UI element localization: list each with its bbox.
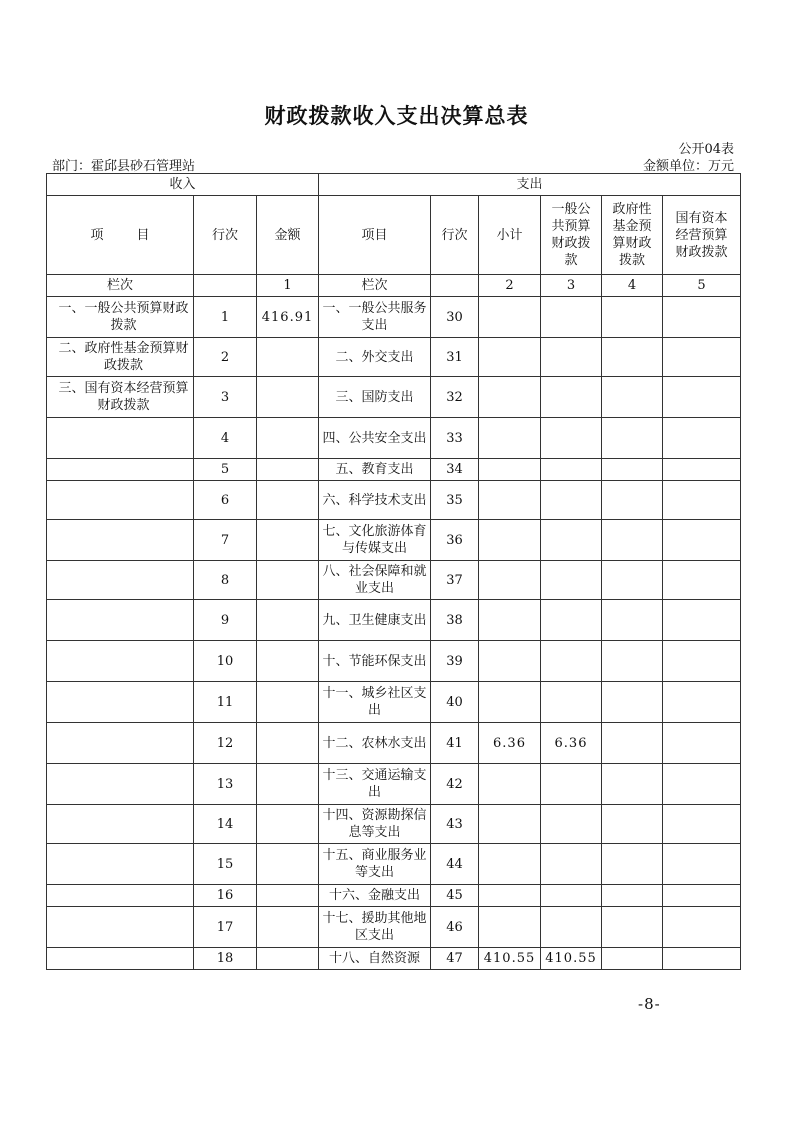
state-capital-cell	[663, 561, 741, 600]
page-number: -8-	[638, 995, 661, 1013]
expense-item-cell: 十五、商业服务业等支出	[319, 844, 431, 885]
income-row-no-cell: 2	[194, 338, 257, 377]
col-index-4: 4	[602, 275, 663, 297]
gov-fund-cell	[602, 377, 663, 418]
table-row	[47, 377, 741, 418]
table-row	[47, 459, 741, 481]
expense-item-cell: 十八、自然资源	[319, 948, 431, 970]
state-capital-cell	[663, 948, 741, 970]
income-amount-cell	[257, 682, 319, 723]
general-budget-cell	[541, 481, 602, 520]
income-amount-cell	[257, 520, 319, 561]
expense-item-cell: 八、社会保障和就业支出	[319, 561, 431, 600]
expense-row-no-cell: 46	[431, 907, 479, 948]
state-capital-cell	[663, 885, 741, 907]
expense-row-no-cell: 34	[431, 459, 479, 481]
general-budget-cell	[541, 600, 602, 641]
subtotal-cell	[479, 338, 541, 377]
income-row-no-cell: 7	[194, 520, 257, 561]
income-item-cell	[47, 764, 194, 805]
income-amount-cell	[257, 641, 319, 682]
income-amount-cell	[257, 481, 319, 520]
income-item-cell	[47, 600, 194, 641]
gov-fund-cell	[602, 805, 663, 844]
general-budget-cell: 410.55	[541, 948, 602, 970]
expense-item-cell: 十六、金融支出	[319, 885, 431, 907]
general-budget-cell	[541, 844, 602, 885]
col-index-label-left: 栏次	[47, 275, 194, 297]
col-index-empty	[431, 275, 479, 297]
income-amount-cell	[257, 948, 319, 970]
income-item-cell	[47, 907, 194, 948]
expense-row-no-cell: 31	[431, 338, 479, 377]
expense-row-no-cell: 35	[431, 481, 479, 520]
subtotal-cell	[479, 561, 541, 600]
gov-fund-cell	[602, 885, 663, 907]
subtotal-cell	[479, 377, 541, 418]
general-budget-cell	[541, 641, 602, 682]
income-item-cell	[47, 682, 194, 723]
state-capital-cell	[663, 844, 741, 885]
income-row-no-cell: 12	[194, 723, 257, 764]
expense-item-cell: 十一、城乡社区支出	[319, 682, 431, 723]
subtotal-cell	[479, 600, 541, 641]
gov-fund-cell	[602, 764, 663, 805]
income-item-cell	[47, 844, 194, 885]
state-capital-cell	[663, 907, 741, 948]
table-row	[47, 600, 741, 641]
table-row	[47, 520, 741, 561]
department-label: 部门：霍邱县砂石管理站	[52, 159, 196, 174]
expense-item-cell: 一、一般公共服务支出	[319, 297, 431, 338]
income-item-cell	[47, 459, 194, 481]
income-amount-cell	[257, 600, 319, 641]
state-capital-cell	[663, 723, 741, 764]
state-capital-cell	[663, 297, 741, 338]
gov-fund-cell	[602, 297, 663, 338]
table-row	[47, 641, 741, 682]
state-capital-cell	[663, 520, 741, 561]
header-item-expense: 项目	[319, 196, 431, 275]
subtotal-cell	[479, 418, 541, 459]
income-amount-cell	[257, 844, 319, 885]
subtotal-cell	[479, 459, 541, 481]
income-amount-cell	[257, 377, 319, 418]
subtotal-cell	[479, 844, 541, 885]
gov-fund-cell	[602, 338, 663, 377]
table-row	[47, 297, 741, 338]
table-row	[47, 723, 741, 764]
col-index-5: 5	[663, 275, 741, 297]
header-row-no-expense: 行次	[431, 196, 479, 275]
col-index-3: 3	[541, 275, 602, 297]
income-amount-cell	[257, 418, 319, 459]
state-capital-cell	[663, 338, 741, 377]
subtotal-cell	[479, 805, 541, 844]
expense-row-no-cell: 38	[431, 600, 479, 641]
income-item-cell: 三、国有资本经营预算财政拨款	[47, 377, 194, 418]
unit-label: 金额单位：万元	[642, 159, 734, 174]
expense-row-no-cell: 44	[431, 844, 479, 885]
expense-row-no-cell: 33	[431, 418, 479, 459]
table-row	[47, 418, 741, 459]
expense-section-header: 支出	[319, 174, 741, 196]
income-row-no-cell: 11	[194, 682, 257, 723]
expense-item-cell: 四、公共安全支出	[319, 418, 431, 459]
header-amount: 金额	[257, 196, 319, 275]
header-subtotal: 小计	[479, 196, 541, 275]
general-budget-cell	[541, 682, 602, 723]
income-item-cell	[47, 520, 194, 561]
subtotal-cell	[479, 885, 541, 907]
state-capital-cell	[663, 805, 741, 844]
expense-item-cell: 十、节能环保支出	[319, 641, 431, 682]
general-budget-cell	[541, 764, 602, 805]
table-row	[47, 948, 741, 970]
table-row	[47, 561, 741, 600]
income-row-no-cell: 5	[194, 459, 257, 481]
gov-fund-cell	[602, 682, 663, 723]
expense-item-cell: 五、教育支出	[319, 459, 431, 481]
table-row	[47, 682, 741, 723]
expense-item-cell: 十二、农林水支出	[319, 723, 431, 764]
income-item-cell	[47, 561, 194, 600]
expense-item-cell: 二、外交支出	[319, 338, 431, 377]
state-capital-cell	[663, 600, 741, 641]
header-item: 项 目	[47, 196, 194, 275]
income-amount-cell	[257, 805, 319, 844]
expense-row-no-cell: 32	[431, 377, 479, 418]
col-index-empty	[194, 275, 257, 297]
table-row	[47, 907, 741, 948]
gov-fund-cell	[602, 561, 663, 600]
general-budget-cell	[541, 377, 602, 418]
income-item-cell	[47, 481, 194, 520]
expense-row-no-cell: 47	[431, 948, 479, 970]
income-row-no-cell: 10	[194, 641, 257, 682]
income-item-cell	[47, 805, 194, 844]
expense-item-cell: 十三、交通运输支出	[319, 764, 431, 805]
income-row-no-cell: 1	[194, 297, 257, 338]
subtotal-cell	[479, 297, 541, 338]
header-gov-fund: 政府性基金预算财政拨款	[602, 196, 663, 275]
expense-row-no-cell: 40	[431, 682, 479, 723]
form-number: 公开04表	[678, 142, 734, 157]
table-row	[47, 844, 741, 885]
table-row	[47, 764, 741, 805]
income-amount-cell	[257, 338, 319, 377]
col-index-2: 2	[479, 275, 541, 297]
gov-fund-cell	[602, 948, 663, 970]
expense-item-cell: 十四、资源勘探信息等支出	[319, 805, 431, 844]
state-capital-cell	[663, 481, 741, 520]
general-budget-cell	[541, 338, 602, 377]
income-row-no-cell: 3	[194, 377, 257, 418]
expense-item-cell: 七、文化旅游体育与传媒支出	[319, 520, 431, 561]
gov-fund-cell	[602, 600, 663, 641]
income-amount-cell	[257, 885, 319, 907]
subtotal-cell: 6.36	[479, 723, 541, 764]
header-general-budget: 一般公共预算财政拨款	[541, 196, 602, 275]
subtotal-cell	[479, 481, 541, 520]
state-capital-cell	[663, 377, 741, 418]
state-capital-cell	[663, 682, 741, 723]
general-budget-cell: 6.36	[541, 723, 602, 764]
income-amount-cell: 416.91	[257, 297, 319, 338]
subtotal-cell	[479, 520, 541, 561]
fiscal-summary-table	[46, 173, 741, 970]
gov-fund-cell	[602, 520, 663, 561]
subtotal-cell	[479, 641, 541, 682]
general-budget-cell	[541, 520, 602, 561]
section-header-row	[47, 174, 741, 196]
income-amount-cell	[257, 561, 319, 600]
expense-item-cell: 十七、援助其他地区支出	[319, 907, 431, 948]
expense-item-cell: 三、国防支出	[319, 377, 431, 418]
expense-row-no-cell: 39	[431, 641, 479, 682]
income-section-header: 收入	[47, 174, 319, 196]
general-budget-cell	[541, 418, 602, 459]
expense-row-no-cell: 36	[431, 520, 479, 561]
expense-row-no-cell: 43	[431, 805, 479, 844]
subtotal-cell	[479, 907, 541, 948]
expense-row-no-cell: 37	[431, 561, 479, 600]
gov-fund-cell	[602, 418, 663, 459]
page-title: 财政拨款收入支出决算总表	[264, 104, 529, 128]
income-item-cell	[47, 641, 194, 682]
table-row	[47, 481, 741, 520]
general-budget-cell	[541, 561, 602, 600]
gov-fund-cell	[602, 723, 663, 764]
column-header-row	[47, 196, 741, 275]
gov-fund-cell	[602, 481, 663, 520]
income-row-no-cell: 13	[194, 764, 257, 805]
expense-item-cell: 九、卫生健康支出	[319, 600, 431, 641]
income-row-no-cell: 18	[194, 948, 257, 970]
expense-row-no-cell: 42	[431, 764, 479, 805]
income-item-cell	[47, 948, 194, 970]
gov-fund-cell	[602, 844, 663, 885]
table-row	[47, 805, 741, 844]
column-index-row	[47, 275, 741, 297]
general-budget-cell	[541, 459, 602, 481]
state-capital-cell	[663, 641, 741, 682]
state-capital-cell	[663, 418, 741, 459]
gov-fund-cell	[602, 907, 663, 948]
gov-fund-cell	[602, 641, 663, 682]
income-amount-cell	[257, 907, 319, 948]
expense-row-no-cell: 41	[431, 723, 479, 764]
income-item-cell: 一、一般公共预算财政拨款	[47, 297, 194, 338]
state-capital-cell	[663, 459, 741, 481]
table-row	[47, 338, 741, 377]
expense-row-no-cell: 30	[431, 297, 479, 338]
income-row-no-cell: 17	[194, 907, 257, 948]
col-index-label-right: 栏次	[319, 275, 431, 297]
header-row-no: 行次	[194, 196, 257, 275]
general-budget-cell	[541, 907, 602, 948]
income-row-no-cell: 14	[194, 805, 257, 844]
income-item-cell: 二、政府性基金预算财政拨款	[47, 338, 194, 377]
income-amount-cell	[257, 764, 319, 805]
income-item-cell	[47, 723, 194, 764]
state-capital-cell	[663, 764, 741, 805]
income-row-no-cell: 9	[194, 600, 257, 641]
general-budget-cell	[541, 805, 602, 844]
general-budget-cell	[541, 885, 602, 907]
expense-item-cell: 六、科学技术支出	[319, 481, 431, 520]
income-row-no-cell: 4	[194, 418, 257, 459]
income-amount-cell	[257, 459, 319, 481]
income-row-no-cell: 6	[194, 481, 257, 520]
income-item-cell	[47, 885, 194, 907]
subtotal-cell	[479, 682, 541, 723]
gov-fund-cell	[602, 459, 663, 481]
subtotal-cell: 410.55	[479, 948, 541, 970]
income-row-no-cell: 16	[194, 885, 257, 907]
header-state-capital: 国有资本经营预算财政拨款	[663, 196, 741, 275]
income-row-no-cell: 15	[194, 844, 257, 885]
subtotal-cell	[479, 764, 541, 805]
income-row-no-cell: 8	[194, 561, 257, 600]
col-index-1: 1	[257, 275, 319, 297]
income-item-cell	[47, 418, 194, 459]
income-amount-cell	[257, 723, 319, 764]
general-budget-cell	[541, 297, 602, 338]
expense-row-no-cell: 45	[431, 885, 479, 907]
table-row	[47, 885, 741, 907]
